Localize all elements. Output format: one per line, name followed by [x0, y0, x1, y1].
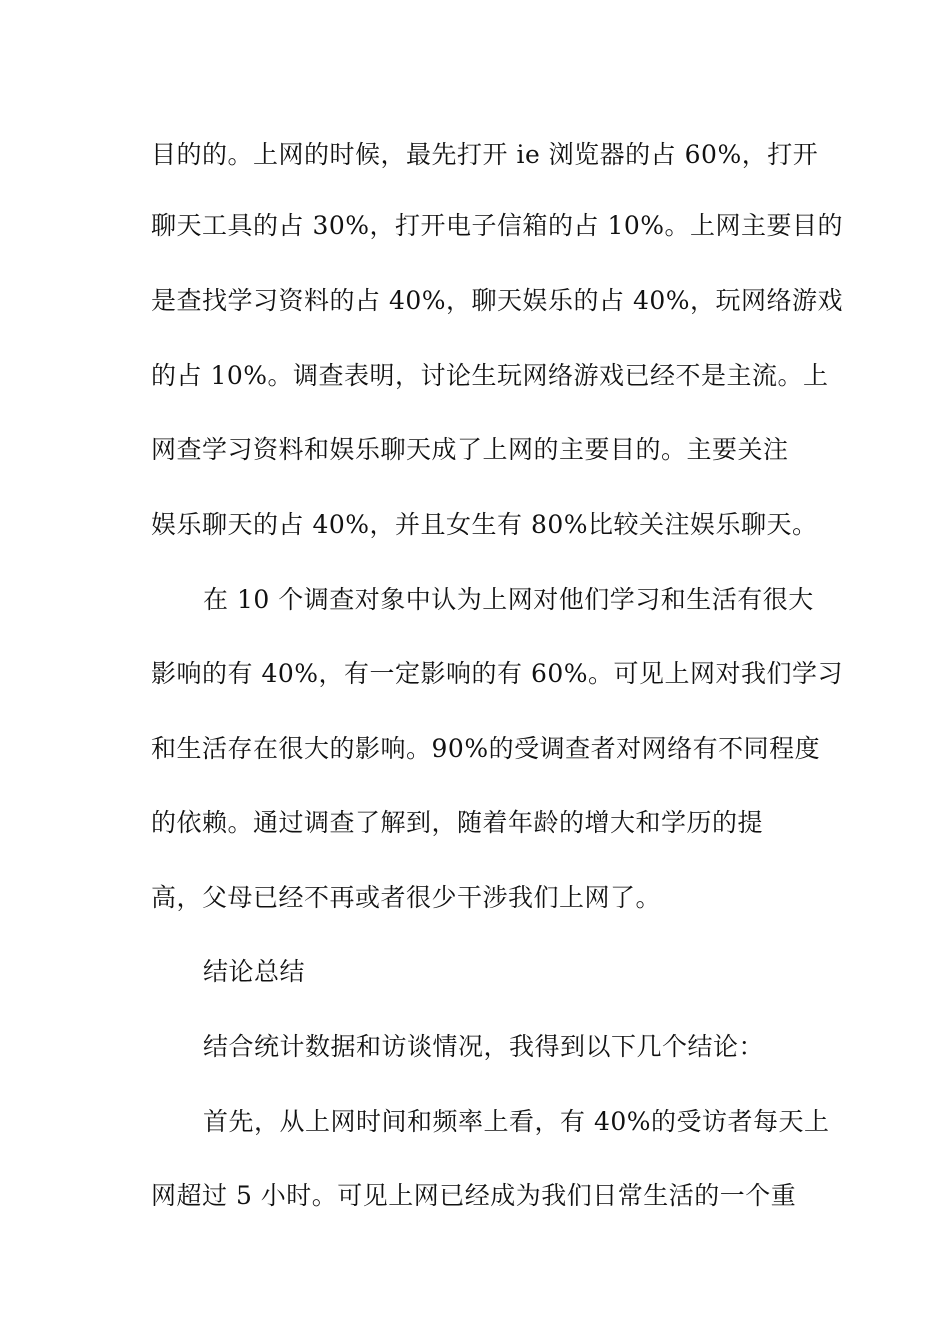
text-line: 目的的。上网的时候，最先打开 ie 浏览器的占 60%，打开 — [151, 140, 819, 169]
text-line: 网超过 5 小时。可见上网已经成为我们日常生活的一个重 — [151, 1181, 797, 1210]
text-line: 聊天工具的占 30%，打开电子信箱的占 10%。上网主要目的 — [151, 211, 844, 240]
text-line: 和生活存在很大的影响。90%的受调查者对网络有不同程度 — [151, 734, 821, 763]
text-line: 在 10 个调查对象中认为上网对他们学习和生活有很大 — [203, 585, 814, 614]
text-line: 的依赖。通过调查了解到，随着年龄的增大和学历的提 — [151, 808, 764, 837]
text-line: 影响的有 40%，有一定影响的有 60%。可见上网对我们学习 — [151, 659, 844, 688]
text-line: 的占 10%。调查表明，讨论生玩网络游戏已经不是主流。上 — [151, 361, 829, 390]
section-heading: 结论总结 — [203, 957, 306, 986]
text-line: 高，父母已经不再或者很少干涉我们上网了。 — [151, 883, 662, 912]
text-line: 结合统计数据和访谈情况，我得到以下几个结论： — [203, 1032, 765, 1061]
text-line: 首先，从上网时间和频率上看，有 40%的受访者每天上 — [203, 1107, 830, 1136]
text-line: 是查找学习资料的占 40%，聊天娱乐的占 40%，玩网络游戏 — [151, 286, 844, 315]
text-line: 娱乐聊天的占 40%，并且女生有 80%比较关注娱乐聊天。 — [151, 510, 818, 539]
text-line: 网查学习资料和娱乐聊天成了上网的主要目的。主要关注 — [151, 435, 789, 464]
